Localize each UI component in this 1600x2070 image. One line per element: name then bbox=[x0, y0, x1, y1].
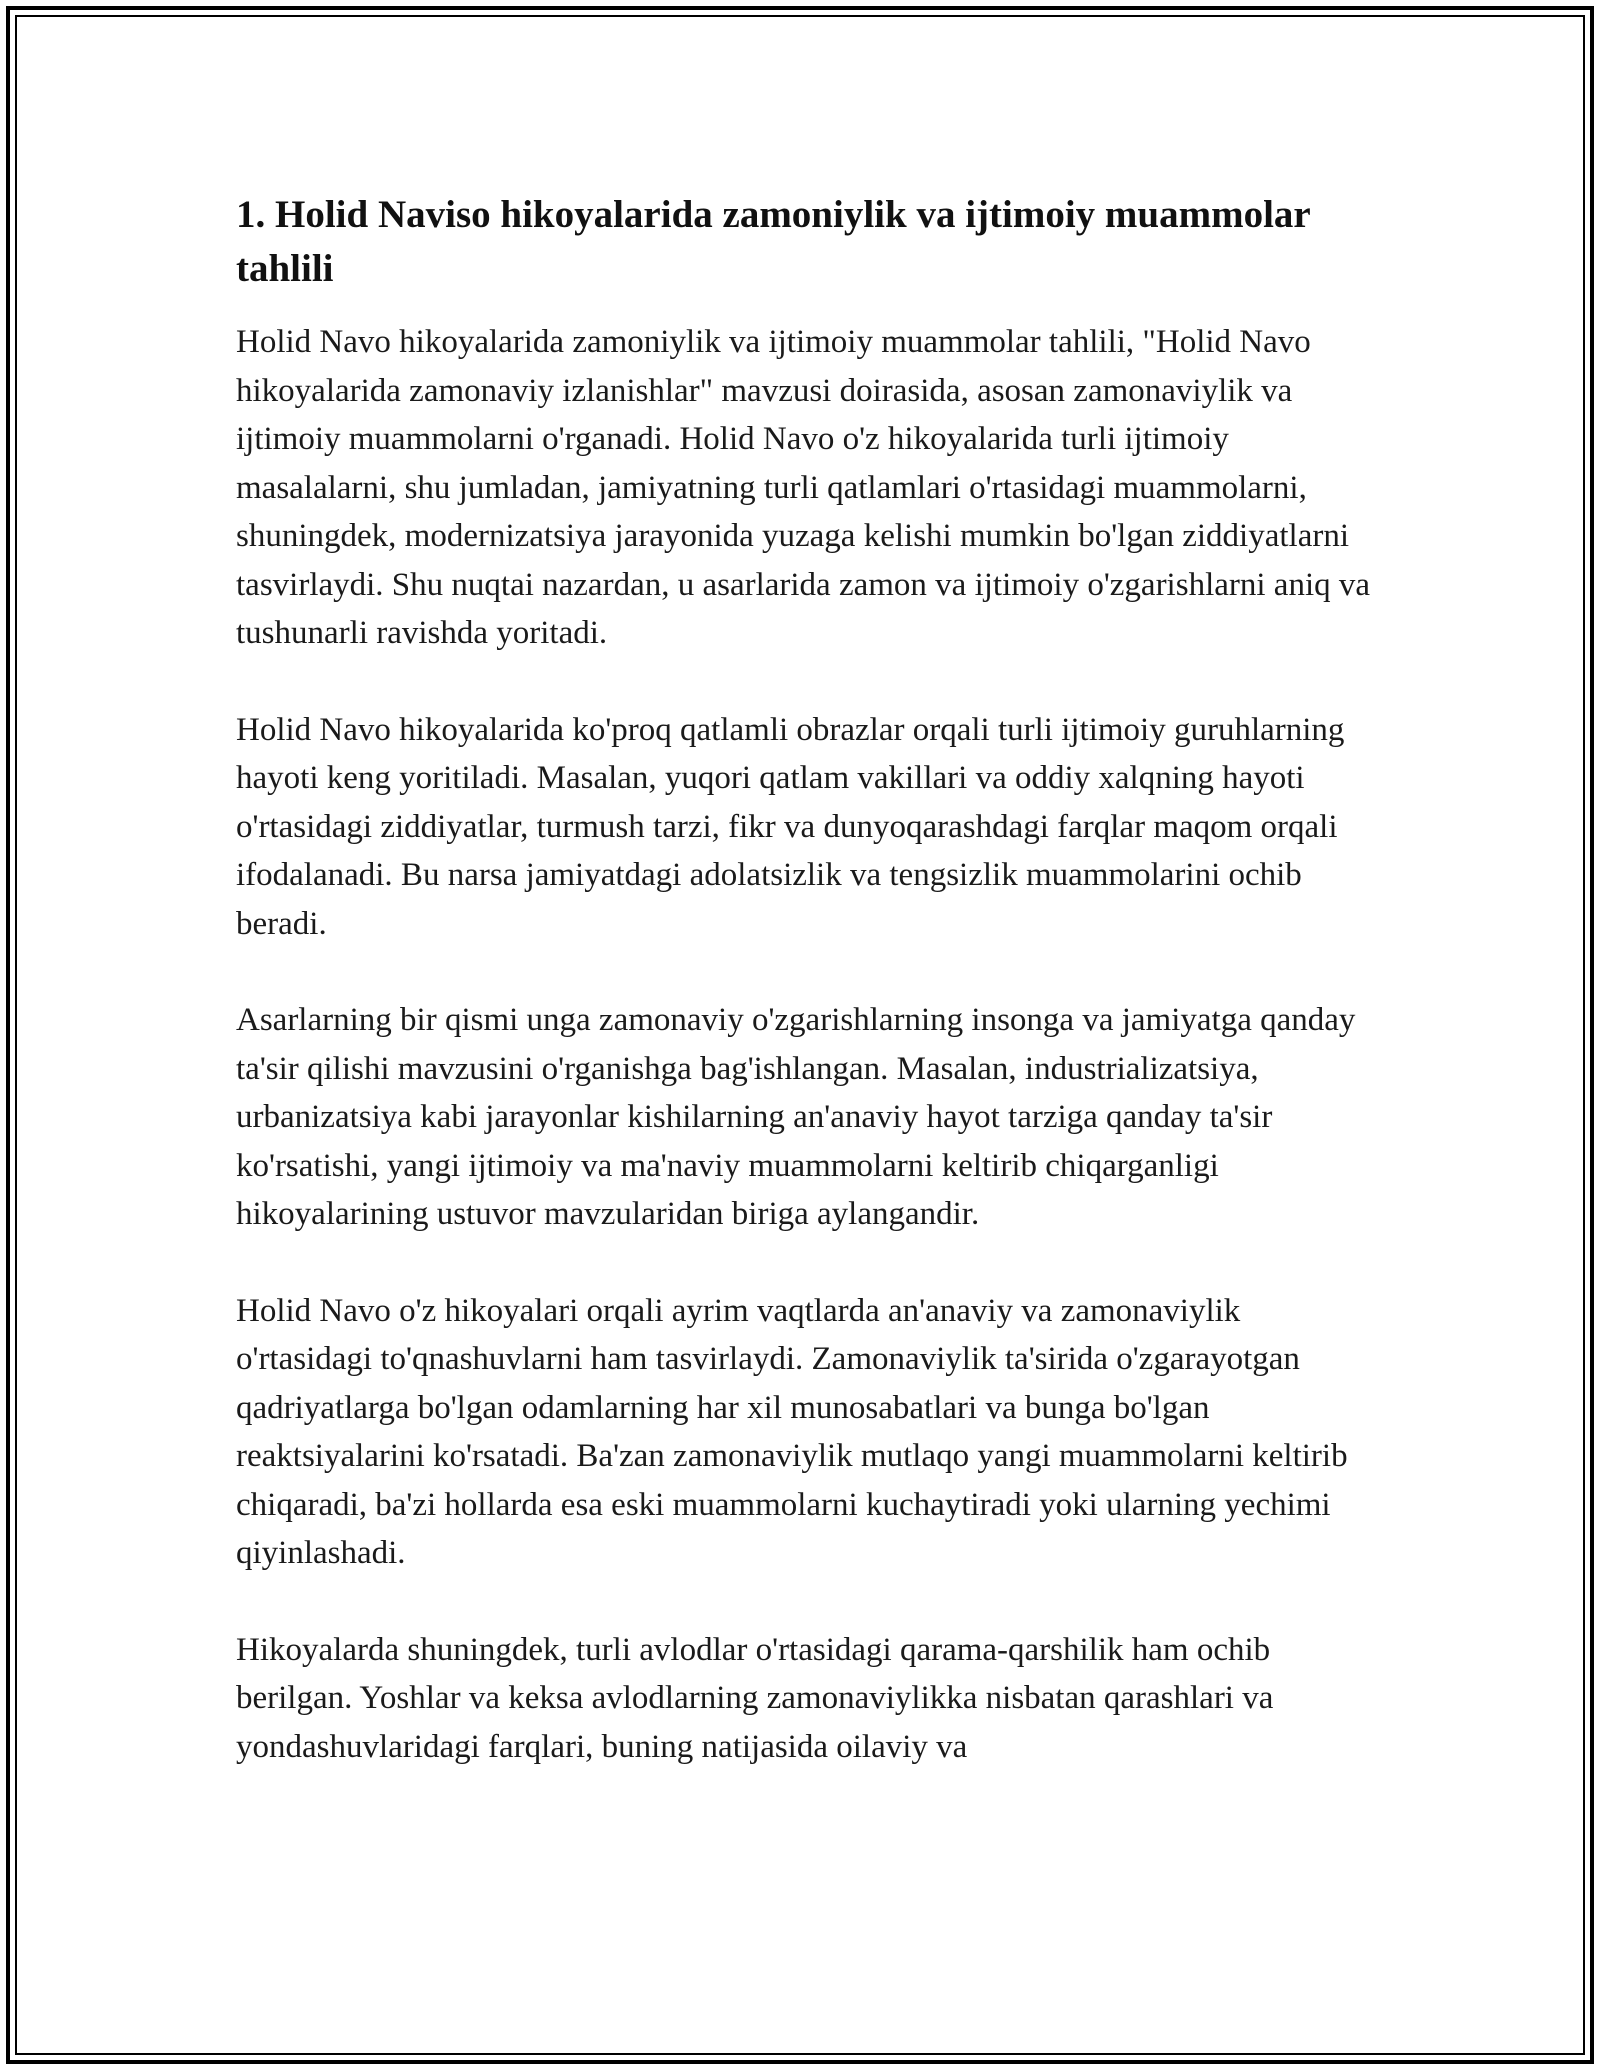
paragraph-5: Hikoyalarda shuningdek, turli avlodlar o'rtasidagi qarama-qarshilik ham ochib berilgan. Yoshlar va keksa avlodlarning zamonaviylikka nisbatan qarashlari va yondashuvlaridagi farqlari, buning natijasida oilaviy va bbox=[236, 1631, 1274, 1765]
paragraph-4: Holid Navo o'z hikoyalari orqali ayrim vaqtlarda an'anaviy va zamonaviylik o'rtasidagi to'qnashuvlarni ham tasvirlaydi. Zamonaviylik ta'sirida o'zgarayotgan qadriyatlarga bo'lgan odamlarning har xil munosabatlari va bunga bo'lgan reaktsiyalarini ko'rsatadi. Ba'zan zamonaviylik mutlaqo yangi muammolarni keltirib chiqaradi, ba'zi hollarda esa eski muammolarni kuchaytiradi yoki ularning yechimi qiyinlashadi. bbox=[236, 1292, 1348, 1571]
document-body bbox=[236, 188, 1376, 1819]
paragraph-2: Holid Navo hikoyalarida ko'proq qatlamli obrazlar orqali turli ijtimoiy guruhlarning hayoti keng yoritiladi. Masalan, yuqori qatlam vakillari va oddiy xalqning hayoti o'rtasidagi ziddiyatlar, turmush tarzi, fikr va dunyoqarashdagi farqlar maqom orqali ifodalanadi. Bu narsa jamiyatdagi adolatsizlik va tengsizlik muammolarini ochib beradi. bbox=[236, 711, 1345, 942]
paragraph-1: Holid Navo hikoyalarida zamoniylik va ijtimoiy muammolar tahlili, "Holid Navo hikoyalarida zamonaviy izlanishlar" mavzusi doirasida, asosan zamonaviylik va ijtimoiy muammolarni o'rganadi. Holid Navo o'z hikoyalarida turli ijtimoiy masalalarni, shu jumladan, jamiyatning turli qatlamlari o'rtasidagi muammolarni, shuningdek, modernizatsiya jarayonida yuzaga kelishi mumkin bo'lgan ziddiyatlarni tasvirlaydi. Shu nuqtai nazardan, u asarlarida zamon va ijtimoiy o'zgarishlarni aniq va tushunarli ravishda yoritadi. bbox=[236, 324, 1371, 651]
paragraph-3: Asarlarning bir qismi unga zamonaviy o'zgarishlarning insonga va jamiyatga qanday ta'sir qilishi mavzusini o'rganishga bag'ishlangan. Masalan, industrializatsiya, urbanizatsiya kabi jarayonlar kishilarning an'anaviy hayot tarziga qanday ta'sir ko'rsatishi, yangi ijtimoiy va ma'naviy muammolarni keltirib chiqarganligi hikoyalarining ustuvor mavzularidan biriga aylangandir. bbox=[236, 1002, 1356, 1232]
section-heading: 1. Holid Naviso hikoyalarida zamoniylik va ijtimoiy muammolar tahlili bbox=[236, 193, 1311, 290]
